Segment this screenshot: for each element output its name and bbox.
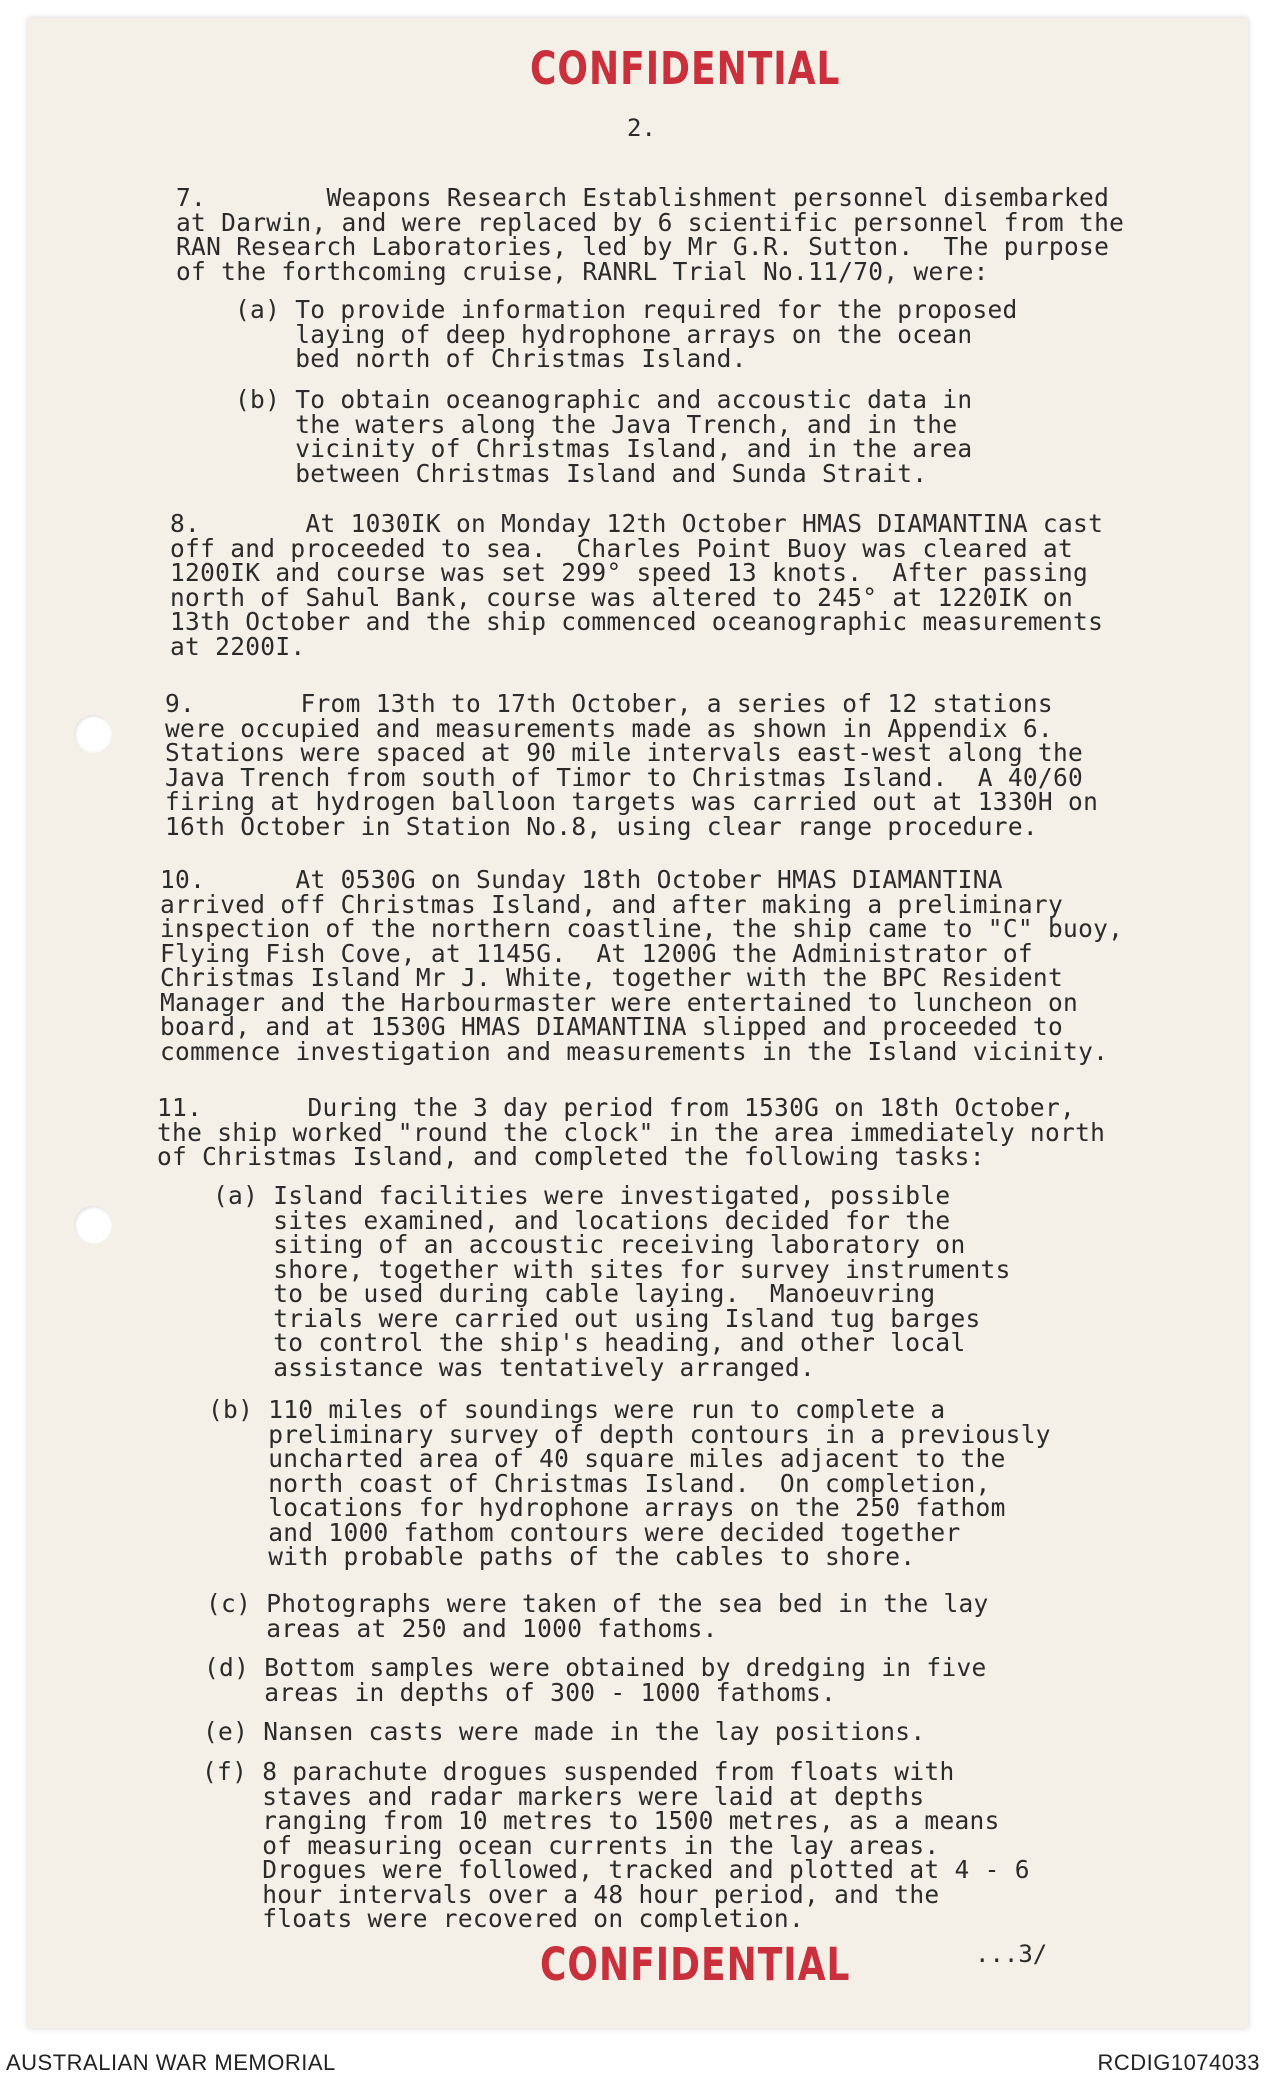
archive-reference: RCDIG1074033 [1097,2050,1260,2075]
archive-credit: AUSTRALIAN WAR MEMORIAL [6,2050,336,2075]
paragraph-11c: (c) Photographs were taken of the sea bed in the lay areas at 250 and 1000 fathoms. [206,1589,989,1643]
paragraph-11: 11. During the 3 day period from 1530G on 18th October, the ship worked "round the clock" in the area immediately north of Christmas Island, and completed the following tasks: [157,1093,1106,1171]
paragraph-7a: (a) To provide information required for the proposed laying of deep hydrophone arrays on the ocean bed north of Christmas Island. [235,295,1018,373]
continuation-marker: ...3/ [975,1940,1048,1968]
paragraph-7b: (b) To obtain oceanographic and accoustic data in the waters along the Java Trench, and in the vicinity of Christmas Island, and in the area between Christmas Island and Sunda Strait. [235,385,973,488]
punch-hole-upper [74,715,112,753]
paragraph-10: 10. At 0530G on Sunday 18th October HMAS DIAMANTINA arrived off Christmas Island, and after making a preliminary inspection of the northern coastline, the ship came to "C" buoy, Flying Fish Cove, at 1145G. At 1200G the Administrator of Christmas Island Mr J. White, together with the BPC Resident Manager and the Harbourmaster were entertained to luncheon on board, and at 1530G HMAS DIAMANTINA slipped and proceeded to commence investigation and measurements in the Island vicinity. [160,865,1124,1066]
paragraph-11b: (b) 110 miles of soundings were run to complete a preliminary survey of depth contours in a previously uncharted area of 40 square miles adjacent to the north coast of Christmas Island. On completion, locations for hydrophone arrays on the 250 fathom and 1000 fathom contours were decided together with probable paths of the cables to shore. [208,1395,1051,1571]
paragraph-11f: (f) 8 parachute drogues suspended from floats with staves and radar markers were laid at depths ranging from 10 metres to 1500 metres, as a means of measuring ocean currents in the lay areas. Drogues were followed, tracked and plotted at 4 - 6 hour intervals over a 48 hour period, and the floats were recovered on completion. [202,1757,1030,1933]
paragraph-11e: (e) Nansen casts were made in the lay positions. [203,1717,926,1746]
paragraph-9: 9. From 13th to 17th October, a series of 12 stations were occupied and measurements made as shown in Appendix 6. Stations were spaced at 90 mile intervals east-west along the Java Trench from south of Timor to Christmas Island. A 40/60 firing at hydrogen balloon targets was carried out at 1330H on 16th October in Station No.8, using clear range procedure. [165,689,1099,841]
confidential-stamp-bottom: CONFIDENTIAL [540,1940,851,1992]
paragraph-7: 7. Weapons Research Establishment personnel disembarked at Darwin, and were replaced by 6 scientific personnel from the RAN Research Laboratories, led by Mr G.R. Sutton. The purpose of the forthcoming cruise, RANRL Trial No.11/70, were: [176,183,1125,286]
paragraph-11d: (d) Bottom samples were obtained by dredging in five areas in depths of 300 - 1000 fathoms. [204,1653,987,1707]
confidential-stamp-top: CONFIDENTIAL [530,44,841,96]
page-number: 2. [627,114,656,142]
punch-hole-lower [74,1206,112,1244]
paragraph-11a: (a) Island facilities were investigated, possible sites examined, and locations decided for the siting of an accoustic receiving laboratory on shore, together with sites for survey instruments to be used during cable laying. Manoeuvring trials were carried out using Island tug barges to control the ship's heading, and other local assistance was tentatively arranged. [213,1181,1011,1382]
paragraph-8: 8. At 1030IK on Monday 12th October HMAS DIAMANTINA cast off and proceeded to sea. Charles Point Buoy was cleared at 1200IK and course was set 299° speed 13 knots. After passing north of Sahul Bank, course was altered to 245° at 1220IK on 13th October and the ship commenced oceanographic measurements at 2200I. [170,509,1104,661]
